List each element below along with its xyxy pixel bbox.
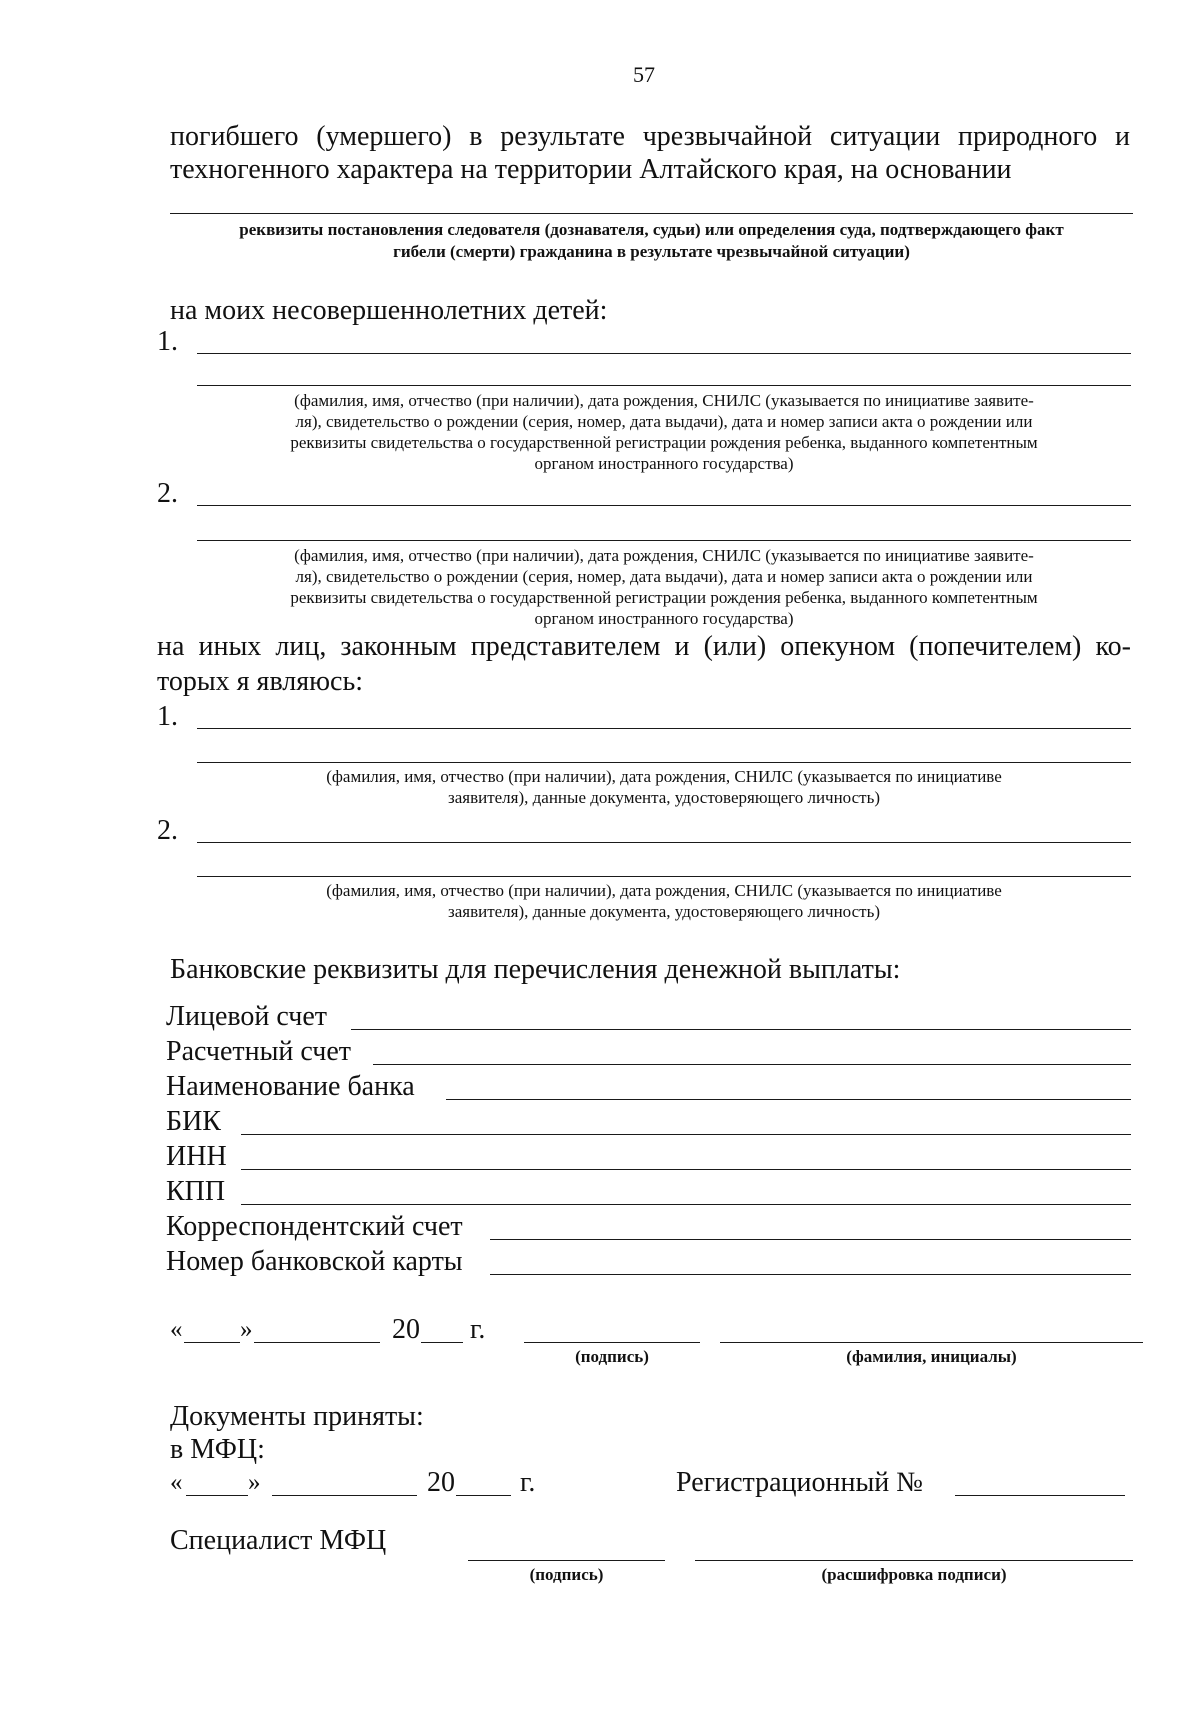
mfc-heading: Документы приняты: [170,1401,424,1432]
mfc-signature-caption: (подпись) [529,1565,604,1584]
bank-name-field[interactable] [446,1099,1131,1100]
mfc-date-close-quote: » [248,1469,261,1496]
date-month-field[interactable] [254,1342,380,1343]
date-year-field[interactable] [421,1342,463,1343]
intro-line-1: погибшего (умершего) в результате чрезвычайной ситуации природного и [170,121,1130,152]
field-label-bik: БИК [166,1106,221,1137]
child-caption-line: (фамилия, имя, отчество (при наличии), дата рождения, СНИЛС (указывается по инициативе заявите- [294,391,1034,410]
mfc-date-month-field[interactable] [272,1495,417,1496]
decision-details-caption-1: реквизиты постановления следователя (дознавателя, судьи) или определения суда, подтверждающего факт [239,220,1064,239]
bik-field[interactable] [241,1134,1131,1135]
mfc-specialist-label: Специалист МФЦ [170,1525,387,1556]
mfc-decode-caption: (расшифровка подписи) [821,1565,1007,1584]
mfc-specialist-signature-field[interactable] [468,1560,665,1561]
intro-line-2: техногенного характера на территории Алтайского края, на основании [170,154,1012,185]
child-caption-line: (фамилия, имя, отчество (при наличии), дата рождения, СНИЛС (указывается по инициативе заявите- [294,546,1034,565]
correspondent-account-field[interactable] [490,1239,1131,1240]
settlement-account-field[interactable] [373,1064,1131,1065]
mfc-specialist-name-field[interactable] [695,1560,1133,1561]
kpp-field[interactable] [241,1204,1131,1205]
other-2-number: 2. [157,815,178,846]
other-1-caption [197,766,1131,808]
child-caption-line: органом иностранного государства) [534,609,794,628]
mfc-sub: в МФЦ: [170,1434,265,1465]
child-2-caption [197,545,1131,629]
registration-number-field[interactable] [955,1495,1125,1496]
field-label-settlement-account: Расчетный счет [166,1036,352,1067]
registration-number-label: Регистрационный № [676,1467,923,1498]
mfc-date-day-field[interactable] [186,1495,248,1496]
child-caption-line: ля), свидетельство о рождении (серия, номер, дата выдачи), дата и номер записи акта о рождении или [295,412,1033,431]
child-caption-line: реквизиты свидетельства о государственной регистрации рождения ребенка, выданного компетентным [290,433,1038,452]
field-label-card-number: Номер банковской карты [166,1246,463,1277]
other-2-field-2[interactable] [197,876,1131,877]
child-2-number: 2. [157,478,178,509]
mfc-date-open-quote: « [170,1469,183,1496]
date-close-quote: » [240,1316,253,1343]
other-caption-line: заявителя), данные документа, удостоверяющего личность) [448,788,880,807]
decision-details-field[interactable] [170,213,1133,214]
field-label-kpp: КПП [166,1176,226,1207]
applicant-signature-caption: (подпись) [575,1347,649,1366]
date-day-field[interactable] [184,1342,240,1343]
child-caption-line: ля), свидетельство о рождении (серия, номер, дата выдачи), дата и номер записи акта о рождении или [295,567,1033,586]
other-2-field[interactable] [197,842,1131,843]
card-number-field[interactable] [490,1274,1131,1275]
others-heading-2: торых я являюсь: [157,666,364,697]
others-heading-1: на иных лиц, законным представителем и (или) опекуном (попечителем) ко- [157,631,1131,662]
date-year-suffix: г. [470,1314,486,1345]
child-2-field[interactable] [197,505,1131,506]
other-2-caption [197,880,1131,922]
bank-heading: Банковские реквизиты для перечисления денежной выплаты: [170,954,901,985]
child-1-number: 1. [157,326,178,357]
other-caption-line: (фамилия, имя, отчество (при наличии), дата рождения, СНИЛС (указывается по инициативе [326,767,1002,786]
child-caption-line: органом иностранного государства) [534,454,794,473]
inn-field[interactable] [241,1169,1131,1170]
mfc-year-suffix: г. [520,1467,536,1498]
applicant-signature-field[interactable] [524,1342,700,1343]
personal-account-field[interactable] [351,1029,1131,1030]
child-1-field[interactable] [197,353,1131,354]
decision-details-caption-2: гибели (смерти) гражданина в результате чрезвычайной ситуации) [393,242,910,261]
other-1-number: 1. [157,701,178,732]
applicant-name-field[interactable] [720,1342,1143,1343]
other-caption-line: (фамилия, имя, отчество (при наличии), дата рождения, СНИЛС (указывается по инициативе [326,881,1002,900]
field-label-personal-account: Лицевой счет [166,1001,328,1032]
date-year-prefix: 20 [392,1314,420,1345]
mfc-year-prefix: 20 [427,1467,455,1498]
field-label-bank-name: Наименование банка [166,1071,415,1102]
applicant-name-caption: (фамилия, инициалы) [846,1347,1017,1366]
other-1-field-2[interactable] [197,762,1131,763]
field-label-correspondent-account: Корреспондентский счет [166,1211,463,1242]
other-1-field[interactable] [197,728,1131,729]
page-number: 57 [633,62,655,87]
date-open-quote: « [170,1316,183,1343]
field-label-inn: ИНН [166,1141,227,1172]
children-heading: на моих несовершеннолетних детей: [170,295,608,326]
child-caption-line: реквизиты свидетельства о государственной регистрации рождения ребенка, выданного компетентным [290,588,1038,607]
child-2-field-2[interactable] [197,540,1131,541]
mfc-year-field[interactable] [456,1495,511,1496]
child-1-caption [197,390,1131,474]
child-1-field-2[interactable] [197,385,1131,386]
other-caption-line: заявителя), данные документа, удостоверяющего личность) [448,902,880,921]
